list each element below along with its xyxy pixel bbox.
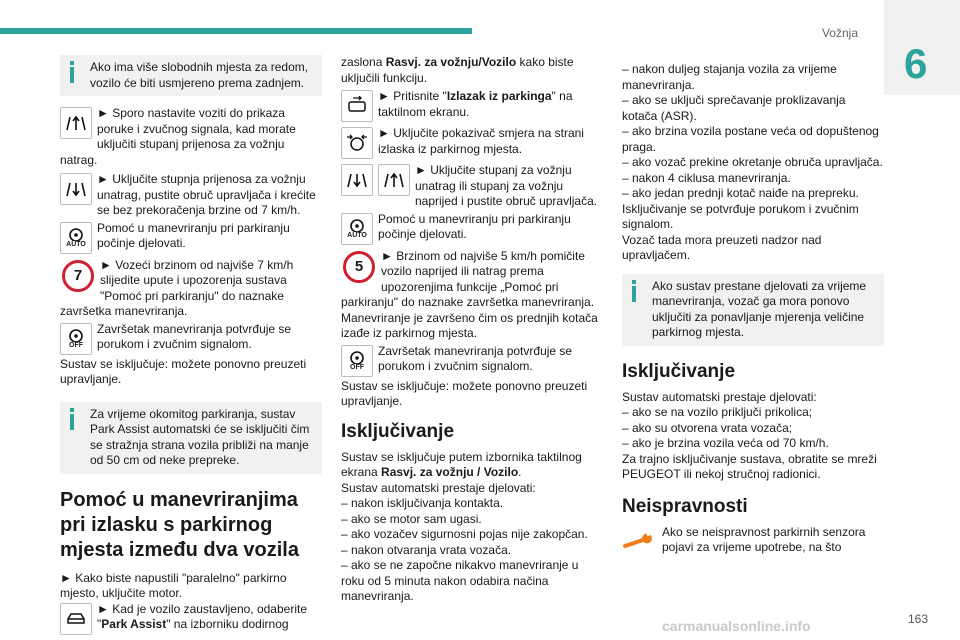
chapter-tab <box>884 0 960 95</box>
fault-text: Ako se neispravnost parkirnih senzora pojavi za vrijeme upotrebe, na što <box>662 524 866 554</box>
menu-term: Park Assist <box>101 617 167 631</box>
completion-text: Manevriranje je završeno čim os prednjih kotača izađe iz parkirnog mjesta. <box>341 310 598 340</box>
speed-limit-7-icon: 7 <box>62 260 94 292</box>
forward-gear-icon <box>378 164 410 196</box>
menu-term: Rasvj. za vožnju/Vozilo <box>385 55 517 69</box>
speed-step <box>341 249 603 311</box>
steering-off-icon <box>60 323 92 355</box>
list-item: – ako brzina vozila postane veća od dopuštenog praga. <box>622 124 879 154</box>
list-item: – nakon isključivanja kontakta. <box>341 496 504 510</box>
list-item: – ako se na vozilo priključi prikolica; <box>622 405 813 419</box>
section-heading: Neispravnosti <box>622 495 748 517</box>
off-step <box>60 322 322 357</box>
text-fragment: Sustav se isključuje putem izbornika taktilnog ekrana <box>341 449 582 479</box>
auto-text: Pomoć u manevriranju pri parkiranju počinje djelovati. <box>378 211 571 241</box>
off-text: Završetak manevriranja potvrđuje se porukom i zvučnim signalom. <box>97 321 292 351</box>
chapter-number: 6 <box>904 40 928 87</box>
steering-auto-icon <box>341 213 373 245</box>
step-text: ► Sporo nastavite voziti do prikaza poruke i zvučnog signala, kad morate uključiti stupanj prijenosa za vožnju natrag. <box>60 106 296 167</box>
indicator-step <box>341 126 603 161</box>
menu-term: Rasvj. za vožnju / Vozilo <box>381 465 519 479</box>
step-text: ► Vozeći brzinom od najviše 7 km/h slijedite upute i upozorenja sustava "Pomoć pri parkiranju" do naznake završetka manevriranja. <box>60 257 294 318</box>
gear-step <box>341 163 603 210</box>
text-fragment: " na taktilnom ekranu. <box>378 89 573 119</box>
fault-step <box>622 525 884 556</box>
off-label: OFF <box>69 342 83 349</box>
off-followup: Sustav se isključuje: možete ponovno preuzeti upravljanje. <box>341 378 588 408</box>
wrench-icon <box>622 529 656 553</box>
text-fragment: ► Kad je vozilo zaustavljeno, odaberite " <box>97 601 307 631</box>
section-heading: Pomoć u manevriranjima pri izlasku s parkirnog mjesta između dva vozila <box>60 488 299 561</box>
watermark: carmanualsonline.info <box>662 618 811 634</box>
info-text: Ako ima više slobodnih mjesta za redom, vozilo će biti usmjereno prema zadnjem. <box>90 60 309 90</box>
reverse-gear-icon <box>60 173 92 205</box>
exit-step-2 <box>60 602 322 633</box>
section-title: Vožnja <box>821 26 858 40</box>
off-step <box>341 344 603 379</box>
list-item: – ako se uključi sprečavanje proklizavanja kotača (ASR). <box>622 93 846 123</box>
list-item: – ako vozač prekine okretanje obruča upravljača. <box>622 155 883 169</box>
off-label: OFF <box>350 364 364 371</box>
auto-text: Pomoć u manevriranju pri parkiranju počinje djelovati. <box>97 220 290 250</box>
list-item: – ako je brzina vozila veća od 70 km/h. <box>622 436 829 450</box>
car-icon <box>60 603 92 635</box>
header-bar <box>0 28 472 34</box>
paragraph: Isključivanje se potvrđuje porukom i zvučnim signalom. <box>622 201 859 231</box>
list-item: – ako jedan prednji kotač naiđe na prepreku. <box>622 186 859 200</box>
list-item: – ako vozačev sigurnosni pojas nije zakopčan. <box>341 527 588 541</box>
page-number: 163 <box>907 612 928 626</box>
info-icon <box>70 61 74 83</box>
step-reverse <box>60 172 322 219</box>
info-box-2 <box>60 402 322 474</box>
column-3 <box>622 62 884 556</box>
step-text: ► Uključite pokazivač smjera na strani izlaska iz parkirnog mjesta. <box>378 126 584 156</box>
list-item: – nakon 4 ciklusa manevriranja. <box>622 170 791 185</box>
column-2 <box>341 55 603 605</box>
info-box <box>622 274 884 346</box>
reverse-gear-icon <box>341 164 373 196</box>
auto-step <box>60 221 322 256</box>
auto-step <box>341 212 603 247</box>
paragraph: Vozač tada mora preuzeti nadzor nad upravljačem. <box>622 232 822 262</box>
list-item: – ako se ne započne nikakvo manevriranje u roku od 5 minuta nakon odabira načina manevriranja. <box>341 558 579 603</box>
section-heading: Isključivanje <box>622 360 736 382</box>
speed-limit-5-icon: 5 <box>343 251 375 283</box>
column-1 <box>60 55 322 637</box>
auto-label: AUTO <box>66 241 86 248</box>
steering-off-icon <box>341 345 373 377</box>
info-box <box>60 55 322 96</box>
exit-step-1: ► Kako biste napustili "paralelno" parkirno mjesto, uključite motor. <box>60 570 287 600</box>
parking-exit-icon <box>341 90 373 122</box>
text-fragment: . <box>518 465 522 479</box>
turn-signal-icon <box>341 127 373 159</box>
step-text: ► Brzinom od najviše 5 km/h pomičite vozilo naprijed ili natrag prema upozorenjima funkcije „Pomoć pri parkiranju" do naznake završetka manevriranja. <box>341 248 595 309</box>
list-item: – ako se motor sam ugasi. <box>341 511 482 526</box>
paragraph: Za trajno isključivanje sustava, obratite se mreži PEUGEOT ili nekoj stručnoj radionici. <box>622 451 877 481</box>
step-forward <box>60 106 322 168</box>
text-fragment: kako biste uključili funkciju. <box>341 55 574 85</box>
menu-term: Izlazak iz parkinga <box>446 89 552 103</box>
text-fragment: ► Pritisnite " <box>378 89 447 103</box>
off-text: Završetak manevriranja potvrđuje se porukom i zvučnim signalom. <box>378 343 573 373</box>
step-text: ► Uključite stupanj za vožnju unatrag ili stupanj za vožnju naprijed i pustite obruč upravljača. <box>415 163 598 208</box>
text-fragment: zaslona <box>341 55 386 69</box>
press-step <box>341 89 603 124</box>
info-icon <box>70 408 74 430</box>
text-fragment: " na izborniku dodirnog <box>166 617 289 631</box>
steering-auto-icon <box>60 222 92 254</box>
info-text: Ako sustav prestane djelovati za vrijeme manevriranja, vozač ga mora ponovo uključiti za ponavljanje mjerenja veličine parkirnog mjesta. <box>652 278 867 339</box>
auto-label: AUTO <box>347 232 367 239</box>
info-icon <box>632 280 636 302</box>
off-followup: Sustav se isključuje: možete ponovno preuzeti upravljanje. <box>60 356 307 386</box>
forward-gear-icon <box>60 107 92 139</box>
speed-step <box>60 258 322 320</box>
paragraph: Sustav automatski prestaje djelovati: <box>622 389 817 404</box>
step-text: ► Uključite stupnja prijenosa za vožnju unatrag, pustite obruč upravljača i krećite se bez prekoračenja brzine od 7 km/h. <box>97 172 316 217</box>
list-item: – nakon duljeg stajanja vozila za vrijeme manevriranja. <box>622 62 837 92</box>
paragraph: Sustav automatski prestaje djelovati: <box>341 480 536 495</box>
section-heading: Isključivanje <box>341 420 455 442</box>
list-item: – ako su otvorena vrata vozača; <box>622 420 793 435</box>
list-item: – nakon otvaranja vrata vozača. <box>341 542 512 557</box>
info-text: Za vrijeme okomitog parkiranja, sustav Park Assist automatski će se isključiti čim se stražnja strana vozila približi na manje od 50 cm od neke prepreke. <box>90 406 310 467</box>
